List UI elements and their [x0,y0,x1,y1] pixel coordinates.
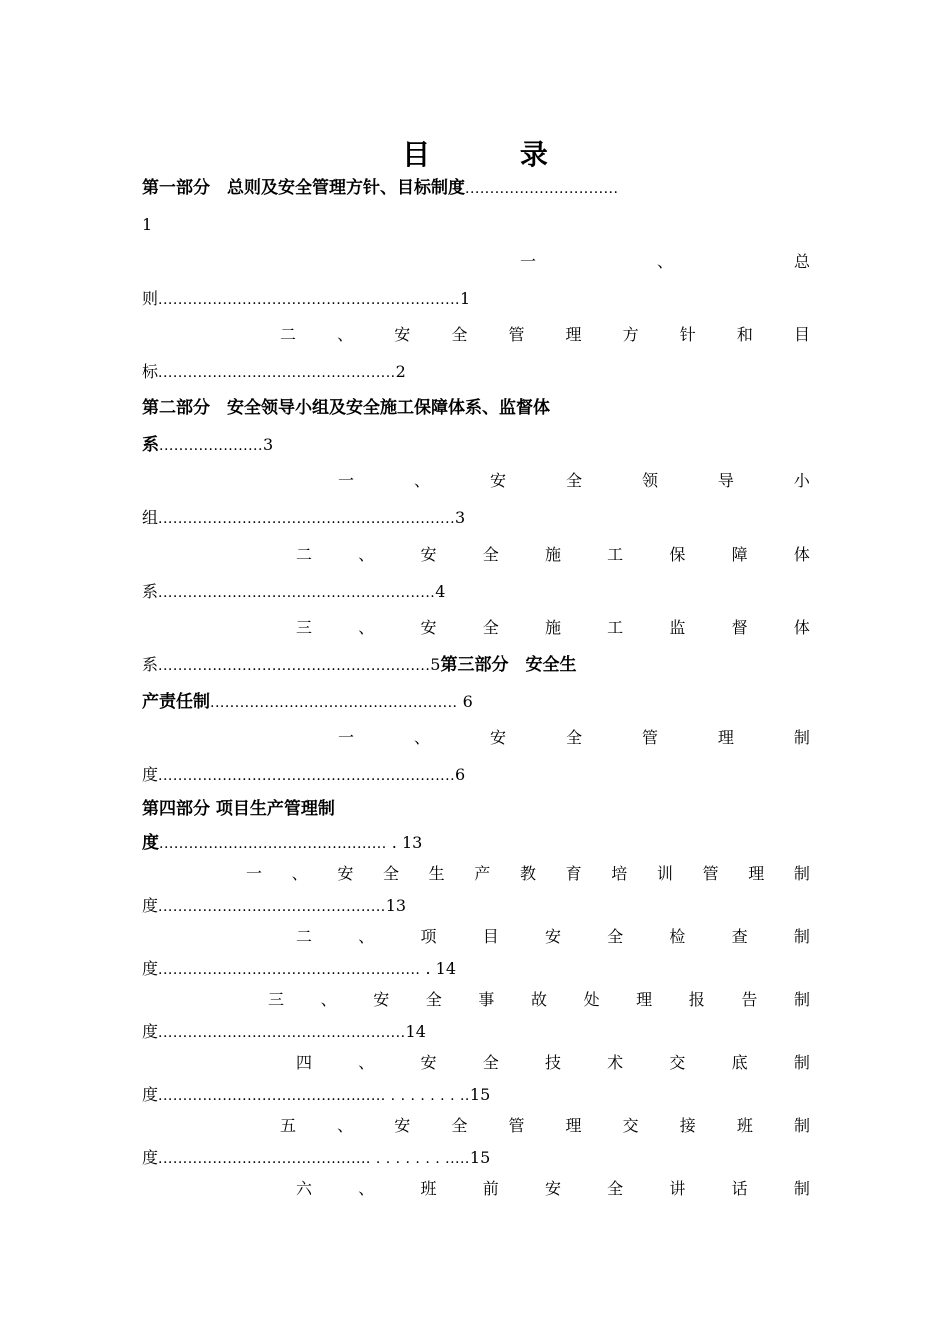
toc-entry-sub-1-2-spread: 二 、 安 全 管 理 方 针 和 目 [280,325,810,344]
toc-entry-page-number: 15 [469,1148,491,1167]
toc-entry-page-number: 14 [435,959,457,978]
toc-entry-sub-1-2[interactable]: 标................................................2 [142,362,406,381]
toc-entry-sub-4-2-spread: 二 、 项 目 安 全 检 查 制 [296,927,810,946]
toc-entry-part-1[interactable] [142,178,810,198]
toc-entry-page-number: 3 [262,435,274,454]
toc-entry-page-number: 13 [385,896,407,915]
toc-entry-sub-4-1-spread: 一 、 安 全 生 产 教 育 培 训 管 理 制 [246,864,810,883]
toc-entry-part-4[interactable]: 第四部分 项目生产管理制 [142,799,335,819]
toc-entry-part-4-cont: 度.............................................. . 13 [142,833,423,853]
toc-entry-sub-2-3[interactable]: 系.......................................................5第三部分 安全生 [142,655,577,675]
toc-entry-page-number: 15 [469,1085,491,1104]
toc-entry-page-number: 14 [405,1022,426,1041]
toc-leader-dots: ............................... [465,181,619,197]
toc-entry-page-number: 2 [395,362,406,381]
toc-entry-sub-4-6-spread[interactable]: 六 、 班 前 安 全 讲 话 制 [296,1179,810,1198]
toc-entry-page-number: 1 [459,289,471,308]
toc-entry-page-number: 4 [435,582,446,601]
toc-entry-sub-1-1-spread: 一 、 总 [520,252,810,271]
toc-entry-page-number: 6 [462,692,473,711]
toc-entry-sub-4-3[interactable]: 度..................................................14 [142,1022,426,1041]
toc-entry-part-3[interactable]: 产责任制.................................................. 6 [142,692,473,712]
toc-entry-sub-2-2[interactable]: 系........................................................4 [142,582,446,601]
toc-entry-sub-4-1[interactable]: 度..............................................13 [142,896,407,915]
toc-entry-page-number: 6 [455,765,466,784]
toc-entry-page-number: 5 [430,655,441,674]
toc-entry-page-number: 3 [455,508,466,527]
toc-entry-part-2-cont: 系.....................3 [142,435,274,455]
toc-entry-label: 第一部分 总则及安全管理方针、目标制度 [142,178,465,198]
toc-entry-page-number: 13 [401,833,423,852]
toc-entry-sub-4-5[interactable]: 度........................................... . . . . . . . .....15 [142,1148,491,1167]
toc-entry-sub-4-2[interactable]: 度..................................................... . 14 [142,959,457,978]
toc-entry-part-2[interactable]: 第二部分 安全领导小组及安全施工保障体系、监督体 [142,398,550,418]
toc-entry-sub-4-5-spread: 五 、 安 全 管 理 交 接 班 制 [280,1116,810,1135]
toc-entry-sub-2-1[interactable]: 组............................................................3 [142,508,466,527]
toc-entry-sub-4-4[interactable]: 度.............................................. . . . . . . . ..15 [142,1085,491,1104]
toc-entry-sub-2-2-spread: 二 、 安 全 施 工 保 障 体 [296,545,810,564]
toc-entry-sub-3-1[interactable]: 度............................................................6 [142,765,466,784]
toc-title: 目 录 [402,138,588,171]
toc-entry-sub-1-1[interactable]: 则.............................................................1 [142,289,471,308]
toc-entry-sub-4-4-spread: 四 、 安 全 技 术 交 底 制 [296,1053,810,1072]
toc-entry-page-number: 1 [142,215,153,234]
toc-entry-sub-4-3-spread: 三 、 安 全 事 故 处 理 报 告 制 [268,990,810,1009]
toc-entry-sub-2-3-spread: 三 、 安 全 施 工 监 督 体 [296,618,810,637]
toc-entry-sub-3-1-spread: 一 、 安 全 管 理 制 [338,728,810,747]
toc-entry-sub-2-1-spread: 一 、 安 全 领 导 小 [338,471,810,490]
